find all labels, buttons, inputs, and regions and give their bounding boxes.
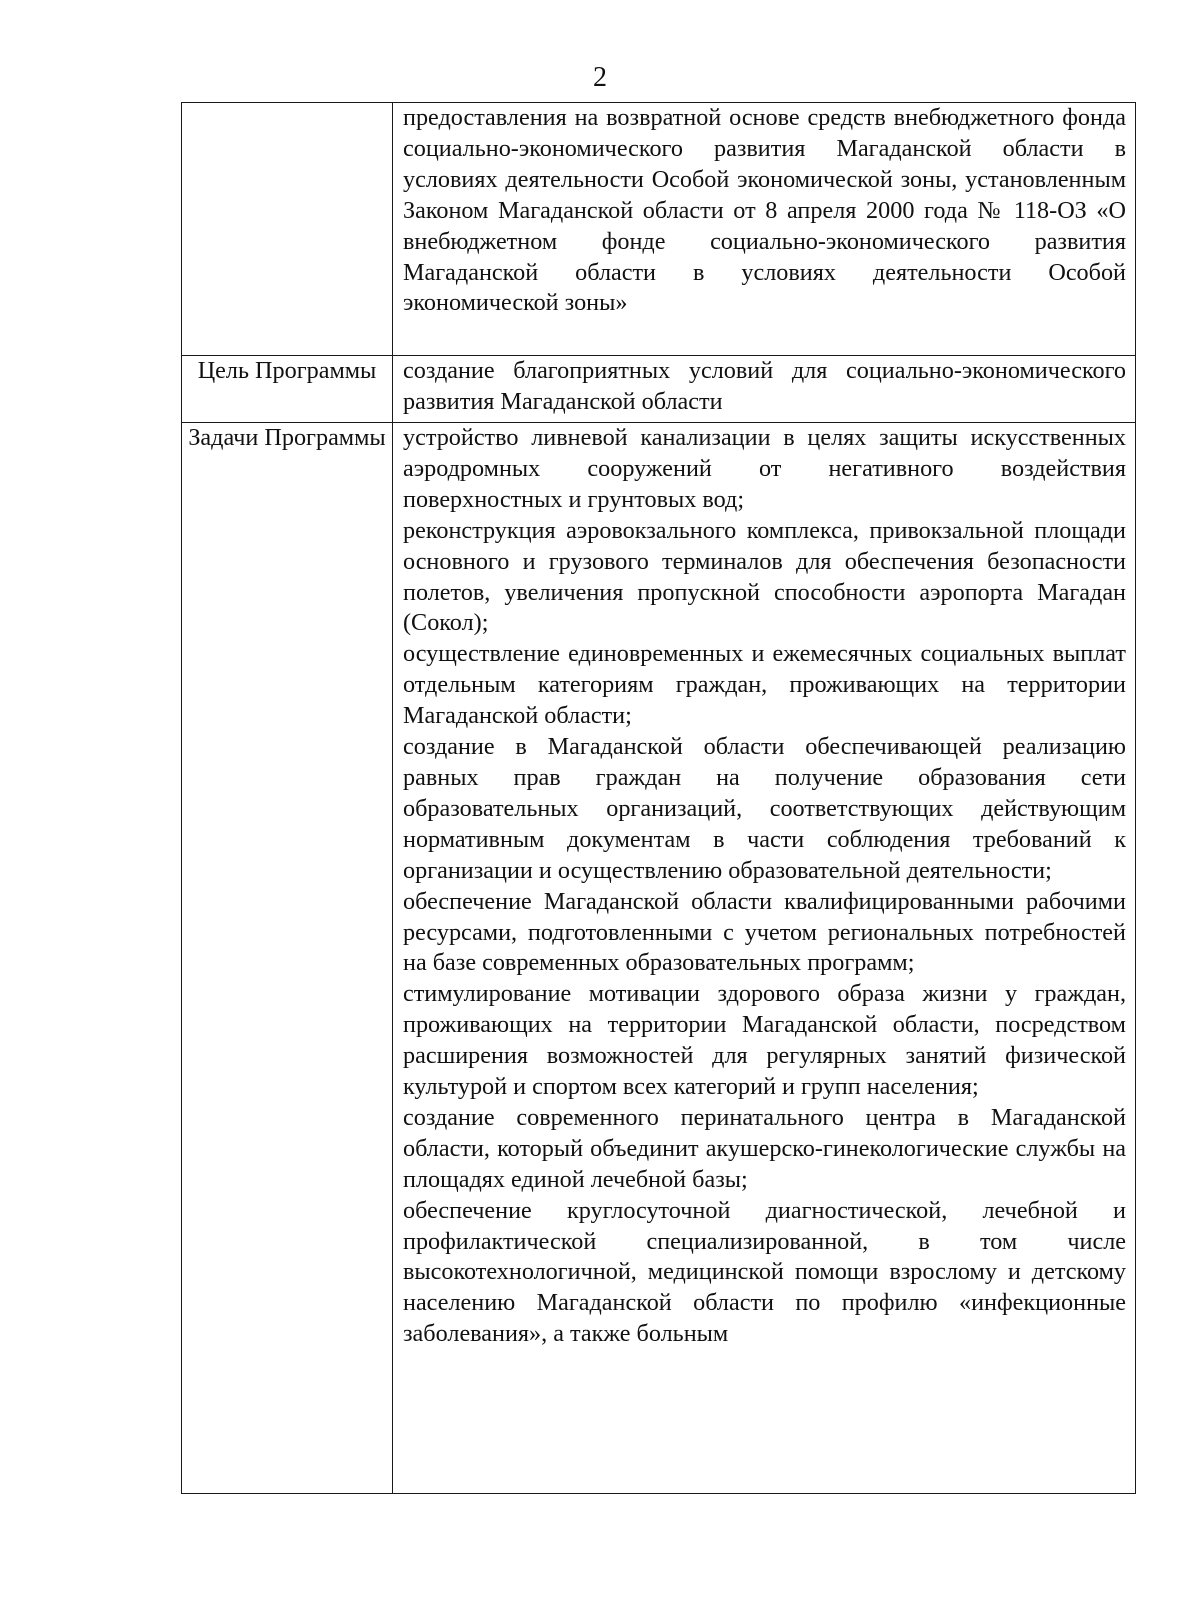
row-label-goal: Цель Программы <box>197 357 377 384</box>
program-passport-table <box>181 102 1136 1494</box>
row-content-cell <box>393 103 1136 356</box>
row-label-tasks: Задачи Программы <box>188 424 386 451</box>
content-paragraph: создание современного перинатального центра в Магаданской области, который объединит акушерско-гинекологические службы на площадях единой лечебной базы; <box>403 1103 1126 1193</box>
row-content <box>393 356 1135 418</box>
content-paragraph: создание в Магаданской области обеспечивающей реализацию равных прав граждан на получение образования сети образовательных организаций, соответствующих действующим нормативным документам в части соблюдения требований к организации и осуществлению образовательной деятельности; <box>403 733 1126 884</box>
content-paragraph: осуществление единовременных и ежемесячных социальных выплат отдельным категориям граждан, проживающих на территории Магаданской области; <box>403 640 1126 730</box>
row-label-cell <box>182 103 393 356</box>
content-paragraph: реконструкция аэровокзального комплекса, привокзальной площади основного и грузового терминалов для обеспечения безопасности полетов, увеличения пропускной способности аэропорта Магадан (Сокол); <box>403 516 1126 637</box>
content-paragraph: устройство ливневой канализации в целях защиты искусственных аэродромных сооружений от негативного воздействия поверхностных и грунтовых вод; <box>403 424 1126 513</box>
content-paragraph: предоставления на возвратной основе средств внебюджетного фонда социально-экономического развития Магаданской области в условиях деятельности Особой экономической зоны, установленным Законом Магаданской области от 8 апреля 2000 года № 118-ОЗ «О внебюджетном фонде социально-экономического развития Магаданской области в условиях деятельности Особой экономической зоны» <box>403 104 1126 317</box>
table-row <box>182 356 1136 423</box>
row-content-cell <box>393 356 1136 423</box>
page-number: 2 <box>593 62 607 93</box>
table-row <box>182 423 1136 1494</box>
row-content <box>393 103 1135 319</box>
content-paragraph: создание благоприятных условий для социально-экономического развития Магаданской области <box>403 357 1126 415</box>
row-content-cell <box>393 423 1136 1494</box>
content-paragraph: стимулирование мотивации здорового образа жизни у граждан, проживающих на территории Магаданской области, посредством расширения возможностей для регулярных занятий физической культурой и спортом всех категорий и групп населения; <box>403 980 1126 1101</box>
content-paragraph: обеспечение Магаданской области квалифицированными рабочими ресурсами, подготовленными с учетом региональных потребностей на базе современных образовательных программ; <box>403 887 1126 977</box>
table-row <box>182 103 1136 356</box>
content-paragraph: обеспечение круглосуточной диагностической, лечебной и профилактической специализированной, в том числе высокотехнологичной, медицинской помощи взрослому и детскому населению Магаданской области по профилю «инфекционные заболевания», а также больным <box>403 1196 1126 1348</box>
row-label-cell <box>182 423 393 1494</box>
row-content <box>393 423 1135 1350</box>
row-label-cell <box>182 356 393 423</box>
